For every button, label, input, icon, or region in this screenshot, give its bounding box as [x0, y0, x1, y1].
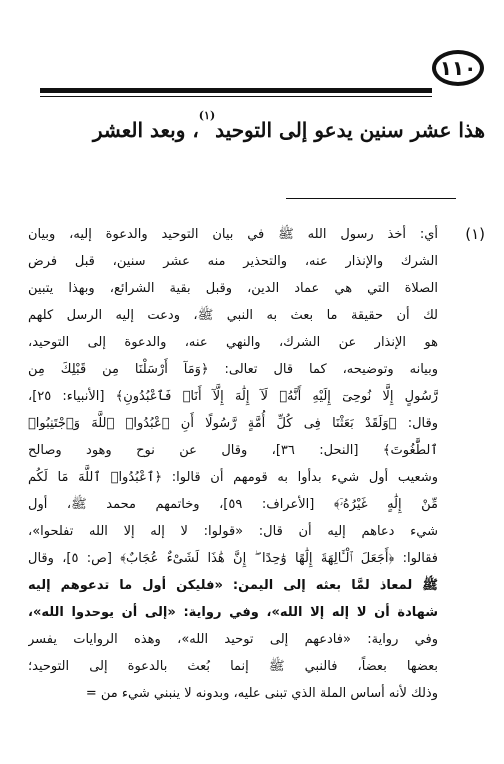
footnote-reference-marker: (١) [198, 109, 216, 122]
footnote-body [28, 221, 438, 741]
main-text-after-ref: ، وبعد العشر [92, 118, 199, 142]
footnote-line: أي: أخذ رسول الله ﷺ في بيان التوحيد والدعوة إليه، وبيان [28, 227, 438, 242]
footnote-line: هو الإنذار عن الشرك، والنهي عنه، والدعوة إلى التوحيد، [28, 335, 438, 350]
footnote-line: وذلك لأنه أساس الملة الذي تبنى عليه، وبدونه لا ينبني شيء من = [85, 686, 438, 701]
footnote-line: بعضها بعضاً، فالنبي ﷺ إنما بُعث بالدعوة إلى التوحيد؛ [28, 659, 438, 674]
footnote-line: الصلاة التي هي عماد الدين، وقبل بقية الشرائع، وبهذا يتبين [28, 281, 438, 296]
footnote-line: وفي رواية: «فادعهم إلى توحيد الله»، وهذه الروايات يفسر [28, 632, 438, 647]
footnote-line: ٱلطَّٰغُوتَ﴾ [النحل: ٣٦]، وقال عن نوح وهود وصالح [28, 443, 438, 458]
header-rule-thin [40, 96, 432, 97]
footnote-line: الشرك والإنذار عنه، والتحذير منه عشر سنين، قبل فرض [28, 254, 438, 269]
footnote-line: وقال: ﴿وَلَقَدْ بَعَثْنَا فِى كُلِّ أُمَّةٍ رَّسُولًا أَنِ ٱعْبُدُوا۟ ٱللَّهَ وَٱجْتَنِبُوا۟ [28, 416, 438, 431]
footnote-line: وبيانه وتوضيحه، كما قال تعالى: ﴿وَمَآ أَرْسَلْنَا مِن قَبْلِكَ مِن [28, 362, 438, 377]
page-number-badge: ١١٠ [432, 50, 484, 86]
main-text-line [40, 110, 485, 150]
footnote-line: رَّسُولٍ إِلَّا نُوحِىٓ إِلَيْهِ أَنَّهُۥ لَآ إِلَٰهَ إِلَّآ أَنَا۠ فَٱعْبُدُونِ﴾ [الأنبياء: ٢٥]، [28, 389, 438, 404]
footnote-line: فقالوا: ﴿أَجَعَلَ ٱلْـَٔالِهَةَ إِلَٰهًا وَٰحِدًا ۖ إِنَّ هَٰذَا لَشَىْءٌ عُجَابٌ﴾ [ص: ٥]، وقال [28, 551, 438, 566]
footnote-line: مِّنْ إِلَٰهٍ غَيْرُهُۥٓ﴾ [الأعراف: ٥٩]، وخاتمهم محمد ﷺ، أول [28, 497, 438, 512]
footnote-separator [286, 198, 456, 199]
main-text-before-ref: هذا عشر سنين يدعو إلى التوحيد [215, 118, 485, 142]
footnote-line: ﷺ لمعاذ لمَّا بعثه إلى اليمن: «فليكن أول ما تدعوهم إليه [28, 578, 438, 593]
footnote-line: وشعيب أول شيء بدأوا به قومهم أن قالوا: ﴿ٱعْبُدُوا۟ ٱللَّهَ مَا لَكُم [28, 470, 438, 485]
footnote-line: شهادة أن لا إله إلا الله»، وفي رواية: «إلى أن يوحدوا الله»، [28, 605, 438, 620]
footnote-line: لك أن حقيقة ما بعث به النبي ﷺ، ودعت إليه الرسل كلهم [28, 308, 438, 323]
header-rule-thick [40, 88, 432, 93]
footnote-line: شيء دعاهم إليه أن قال: «قولوا: لا إله إلا الله تفلحوا»، [28, 524, 438, 539]
footnote-marker: (١) [465, 225, 485, 243]
